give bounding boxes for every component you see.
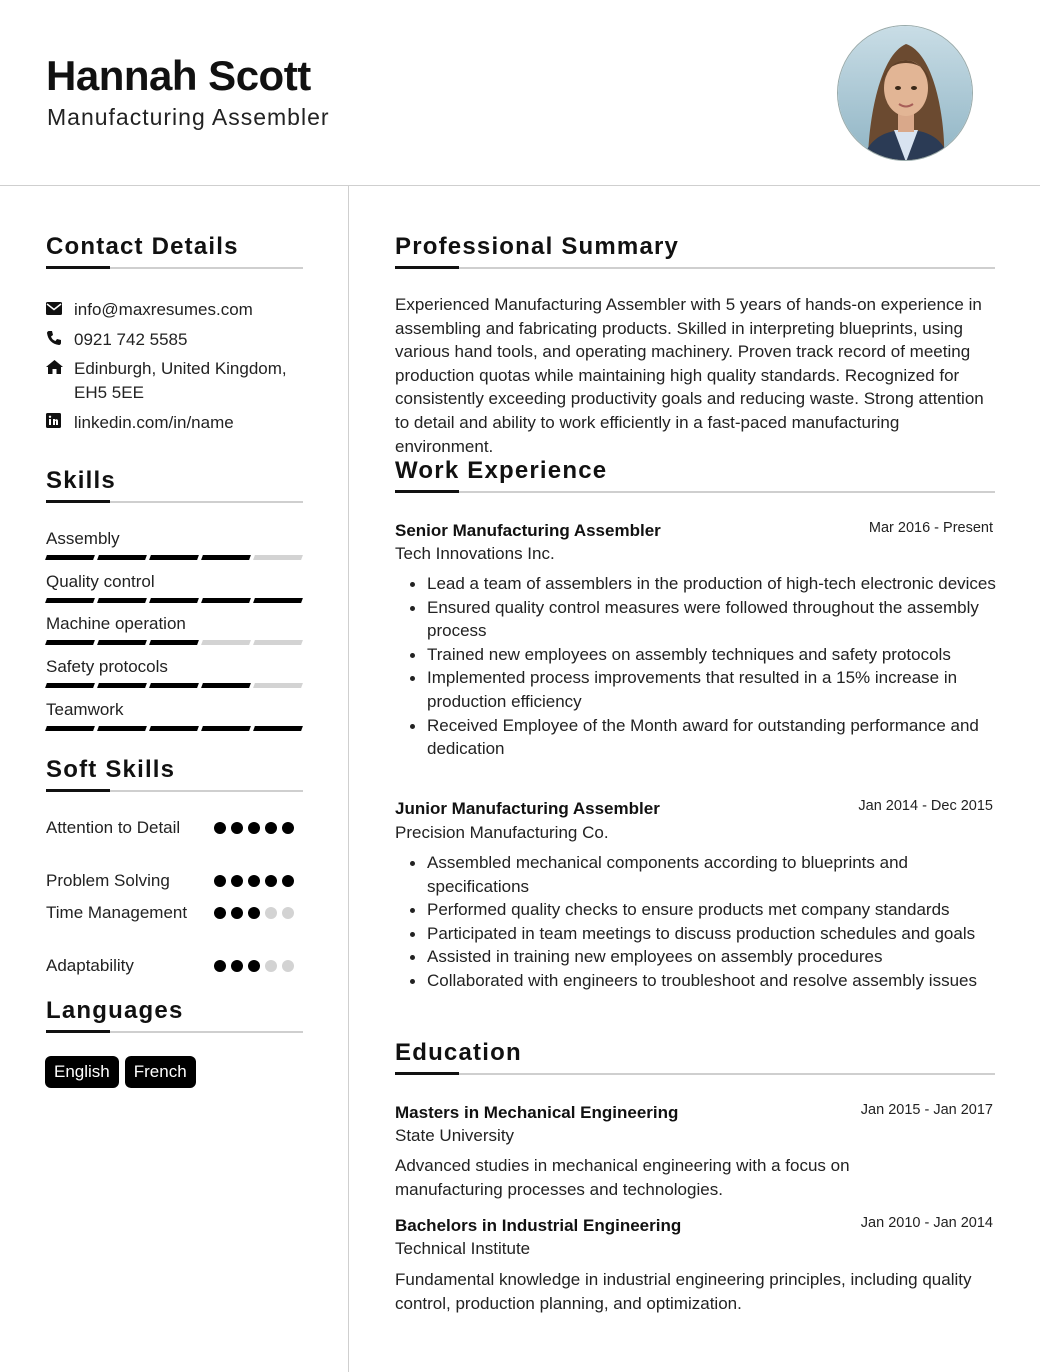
- section-rule: [395, 491, 995, 493]
- list-item: Received Employee of the Month award for outstanding performance and dedication: [408, 714, 998, 761]
- rating-segment: [45, 555, 95, 560]
- rating-dot: [214, 875, 226, 887]
- degree-description: Advanced studies in mechanical engineering with a focus on manufacturing processes and technologies.: [395, 1156, 850, 1199]
- skill-rating-bar: [46, 640, 302, 645]
- education-heading: Education: [395, 1039, 522, 1066]
- rating-segment: [97, 683, 147, 688]
- rating-dot: [282, 907, 294, 919]
- rating-segment: [253, 640, 303, 645]
- rating-segment: [45, 726, 95, 731]
- job-dates: Jan 2014 - Dec 2015: [858, 798, 993, 814]
- rating-dot: [248, 907, 260, 919]
- rating-dot: [231, 960, 243, 972]
- list-item: Trained new employees on assembly techniques and safety protocols: [408, 643, 998, 667]
- rating-segment: [149, 726, 199, 731]
- degree-title: Bachelors in Industrial Engineering: [395, 1216, 682, 1235]
- rating-segment: [149, 555, 199, 560]
- contact-address: [46, 357, 304, 405]
- address-text: Edinburgh, United Kingdom, EH5 5EE: [74, 359, 287, 402]
- contact-linkedin[interactable]: [46, 411, 304, 435]
- rating-dot: [214, 960, 226, 972]
- section-rule: [46, 790, 303, 792]
- rating-segment: [253, 726, 303, 731]
- linkedin-icon: [46, 411, 74, 435]
- skill-item: [46, 657, 302, 688]
- experience-heading: Work Experience: [395, 457, 608, 484]
- phone-text: 0921 742 5585: [74, 330, 188, 349]
- rating-segment: [201, 683, 251, 688]
- skills-heading: Skills: [46, 467, 116, 494]
- resume-header: [0, 0, 1040, 186]
- rating-segment: [45, 683, 95, 688]
- skill-item: [46, 572, 302, 603]
- section-rule: [46, 1031, 303, 1033]
- soft-skill-rating: [214, 901, 300, 924]
- rating-segment: [97, 640, 147, 645]
- skill-item: [46, 614, 302, 645]
- email-text: info@maxresumes.com: [74, 300, 253, 319]
- rating-segment: [45, 598, 95, 603]
- soft-skill-label: Time Management: [46, 903, 188, 922]
- section-rule: [46, 501, 303, 503]
- job-bullets: [408, 572, 998, 761]
- phone-icon: [46, 328, 74, 352]
- summary-heading: Professional Summary: [395, 233, 680, 260]
- soft-skill-rating: [214, 954, 300, 977]
- soft-skill-label: Attention to Detail: [46, 818, 181, 837]
- skill-rating-bar: [46, 555, 302, 560]
- list-item: Implemented process improvements that resulted in a 15% increase in production efficiency: [408, 666, 998, 713]
- soft-skill-item: [46, 954, 302, 977]
- skill-rating-bar: [46, 683, 302, 688]
- rating-segment: [97, 726, 147, 731]
- contact-phone[interactable]: [46, 328, 304, 352]
- column-divider: [348, 186, 349, 1372]
- rating-dot: [214, 907, 226, 919]
- skill-rating-bar: [46, 726, 302, 731]
- job-company: Tech Innovations Inc.: [395, 544, 555, 563]
- language-badge: French: [125, 1056, 196, 1088]
- degree-title: Masters in Mechanical Engineering: [395, 1103, 679, 1122]
- school-name: State University: [395, 1126, 515, 1145]
- rating-dot: [282, 960, 294, 972]
- skill-label: Machine operation: [46, 614, 186, 633]
- list-item: Ensured quality control measures were followed throughout the assembly process: [408, 596, 998, 643]
- rating-dot: [248, 822, 260, 834]
- soft-skills-heading: Soft Skills: [46, 756, 176, 783]
- language-badge: English: [45, 1056, 119, 1088]
- soft-skill-rating: [214, 816, 300, 839]
- job-company: Precision Manufacturing Co.: [395, 823, 609, 842]
- job-title: Junior Manufacturing Assembler: [395, 799, 660, 818]
- rating-dot: [231, 875, 243, 887]
- skills-section-heading: [46, 467, 303, 503]
- degree-dates: Jan 2010 - Jan 2014: [860, 1215, 993, 1231]
- section-rule: [395, 1073, 995, 1075]
- rating-dot: [248, 875, 260, 887]
- skill-rating-bar: [46, 598, 302, 603]
- degree-dates: Jan 2015 - Jan 2017: [860, 1102, 993, 1118]
- rating-dot: [282, 822, 294, 834]
- rating-segment: [97, 555, 147, 560]
- list-item: Assembled mechanical components according to blueprints and specifications: [408, 851, 998, 898]
- soft-skill-item: [46, 869, 302, 892]
- linkedin-text: linkedin.com/in/name: [74, 413, 234, 432]
- rating-segment: [253, 555, 303, 560]
- rating-dot: [282, 875, 294, 887]
- contact-email[interactable]: [46, 298, 304, 322]
- candidate-name: Hannah Scott: [46, 52, 311, 99]
- contact-section-heading: [46, 233, 303, 269]
- skill-item: [46, 700, 302, 731]
- rating-segment: [149, 683, 199, 688]
- rating-segment: [253, 598, 303, 603]
- skill-label: Teamwork: [46, 700, 124, 719]
- skill-item: [46, 529, 302, 560]
- skill-label: Quality control: [46, 572, 155, 591]
- envelope-icon: [46, 298, 74, 322]
- list-item: Assisted in training new employees on assembly procedures: [408, 945, 998, 969]
- profile-photo: [837, 25, 973, 161]
- list-item: Performed quality checks to ensure products met company standards: [408, 898, 998, 922]
- degree-description: Fundamental knowledge in industrial engineering principles, including quality control, production planning, and optimization.: [395, 1270, 972, 1313]
- rating-dot: [231, 907, 243, 919]
- soft-skill-item: [46, 901, 302, 924]
- list-item: Collaborated with engineers to troubleshoot and resolve assembly issues: [408, 969, 998, 993]
- job-bullets: [408, 851, 998, 993]
- rating-dot: [265, 875, 277, 887]
- job-dates: Mar 2016 - Present: [868, 520, 993, 536]
- languages-heading: Languages: [46, 997, 184, 1024]
- contact-heading: Contact Details: [46, 233, 239, 260]
- candidate-title: Manufacturing Assembler: [47, 104, 330, 130]
- soft-skill-label: Adaptability: [46, 956, 134, 975]
- rating-dot: [265, 907, 277, 919]
- section-rule: [395, 267, 995, 269]
- list-item: Lead a team of assemblers in the production of high-tech electronic devices: [408, 572, 998, 596]
- rating-segment: [201, 726, 251, 731]
- experience-section-heading: [395, 457, 995, 493]
- soft-skill-item: [46, 816, 302, 839]
- rating-segment: [201, 555, 251, 560]
- job-title: Senior Manufacturing Assembler: [395, 521, 661, 540]
- school-name: Technical Institute: [395, 1239, 531, 1258]
- rating-dot: [265, 822, 277, 834]
- rating-segment: [149, 598, 199, 603]
- education-section-heading: [395, 1039, 995, 1075]
- rating-segment: [97, 598, 147, 603]
- rating-segment: [253, 683, 303, 688]
- languages-section-heading: [46, 997, 303, 1033]
- rating-segment: [45, 640, 95, 645]
- rating-segment: [201, 598, 251, 603]
- languages-list: [45, 1056, 196, 1088]
- home-icon: [46, 357, 74, 405]
- soft-skills-section-heading: [46, 756, 303, 792]
- skill-label: Safety protocols: [46, 657, 168, 676]
- soft-skill-rating: [214, 869, 300, 892]
- skill-label: Assembly: [46, 529, 120, 548]
- soft-skill-label: Problem Solving: [46, 871, 170, 890]
- rating-dot: [214, 822, 226, 834]
- summary-text: Experienced Manufacturing Assembler with 5 years of hands-on experience in assembling and fabricating products. Skilled in interpreting blueprints, using various hand tools, and operating machinery. Proven track record of meeting production quotas while maintaining high quality standards. Recognized for consistently exceeding productivity goals and reducing waste. Strong attention to detail and ability to work efficiently in a fast-paced manufacturing environment.: [395, 295, 984, 456]
- rating-segment: [201, 640, 251, 645]
- rating-dot: [231, 822, 243, 834]
- rating-dot: [265, 960, 277, 972]
- summary-section-heading: [395, 233, 995, 269]
- section-rule: [46, 267, 303, 269]
- list-item: Participated in team meetings to discuss production schedules and goals: [408, 922, 998, 946]
- rating-segment: [149, 640, 199, 645]
- rating-dot: [248, 960, 260, 972]
